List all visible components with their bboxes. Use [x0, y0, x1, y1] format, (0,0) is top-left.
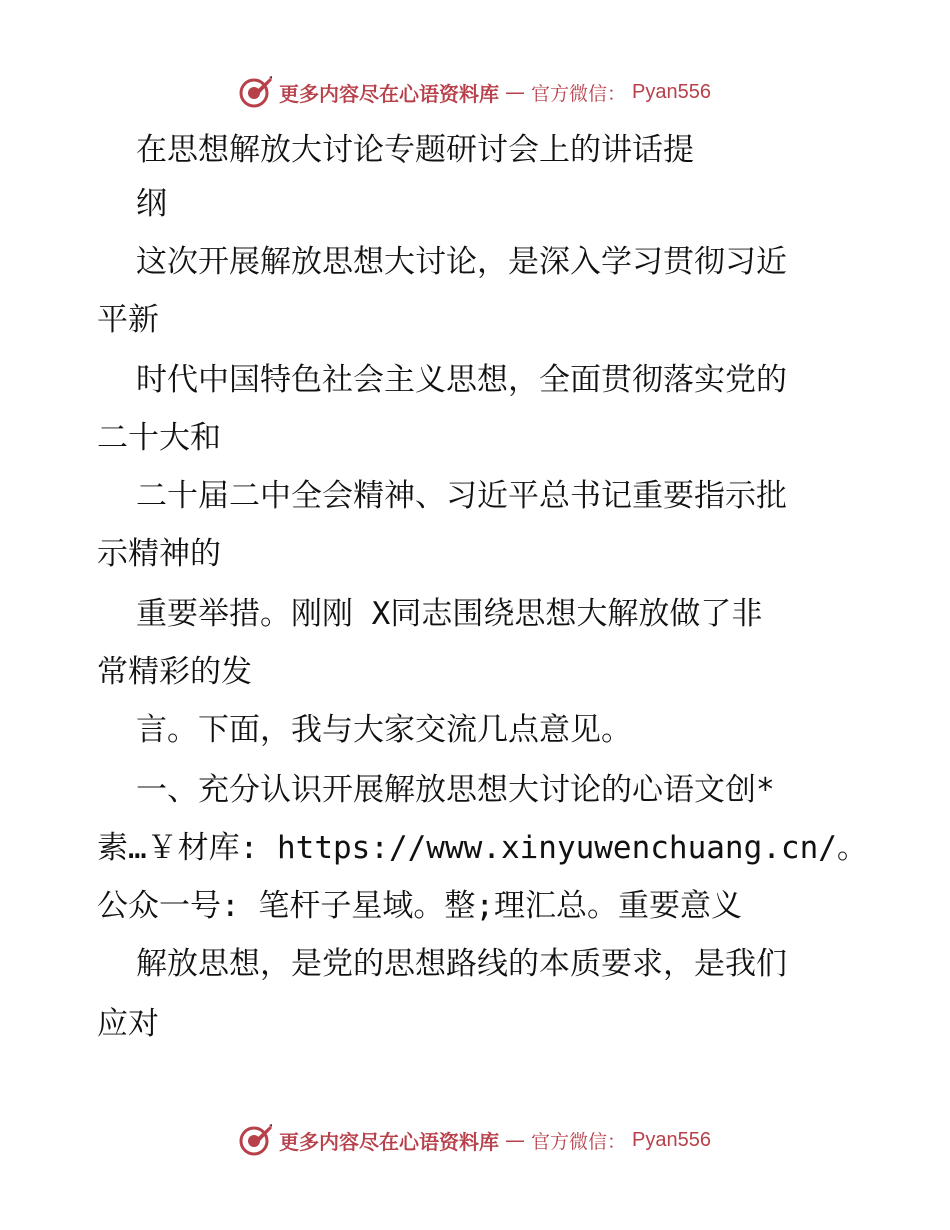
banner-separator: — [505, 80, 525, 104]
banner-separator: — [505, 1128, 525, 1152]
banner-title: 更多内容尽在心语资料库 [279, 1129, 499, 1154]
header-banner-content [239, 75, 711, 109]
footer-banner [0, 1120, 950, 1160]
footer-banner-content [239, 1123, 711, 1157]
body-line: 示精神的 [97, 536, 221, 572]
banner-contact-id: Pyan556 [632, 80, 711, 103]
banner-contact-label: 官方微信： [531, 1130, 627, 1153]
body-line: 二十大和 [97, 420, 221, 456]
body-line: 二十届二中全会精神、习近平总书记重要指示批 [136, 478, 787, 514]
header-banner [0, 72, 950, 112]
body-line: 常精彩的发 [97, 654, 252, 690]
body-line: 公众一号: 笔杆子星域。整;理汇总。重要意义 [97, 888, 742, 924]
body-line: 重要举措。刚刚 X同志围绕思想大解放做了非 [136, 596, 763, 632]
banner-title: 更多内容尽在心语资料库 [279, 81, 499, 106]
body-line: 纲 [136, 186, 167, 222]
pen-circle-logo-icon [239, 1123, 273, 1157]
body-line: 时代中国特色社会主义思想，全面贯彻落实党的 [136, 362, 787, 398]
body-line: 在思想解放大讨论专题研讨会上的讲话提 [136, 132, 694, 168]
banner-contact-id: Pyan556 [632, 1128, 711, 1151]
pen-circle-logo-icon [239, 75, 273, 109]
body-line: 素…￥材库: https://www.xinyuwenchuang.cn/。 [97, 830, 868, 866]
body-line: 平新 [97, 302, 159, 338]
body-line: 言。下面，我与大家交流几点意见。 [136, 712, 632, 748]
body-line: 应对 [97, 1006, 159, 1042]
body-line: 解放思想，是党的思想路线的本质要求，是我们 [136, 946, 787, 982]
banner-contact-label: 官方微信： [531, 82, 627, 105]
body-line: 这次开展解放思想大讨论，是深入学习贯彻习近 [136, 244, 787, 280]
body-line: 一、充分认识开展解放思想大讨论的心语文创* [136, 772, 775, 808]
